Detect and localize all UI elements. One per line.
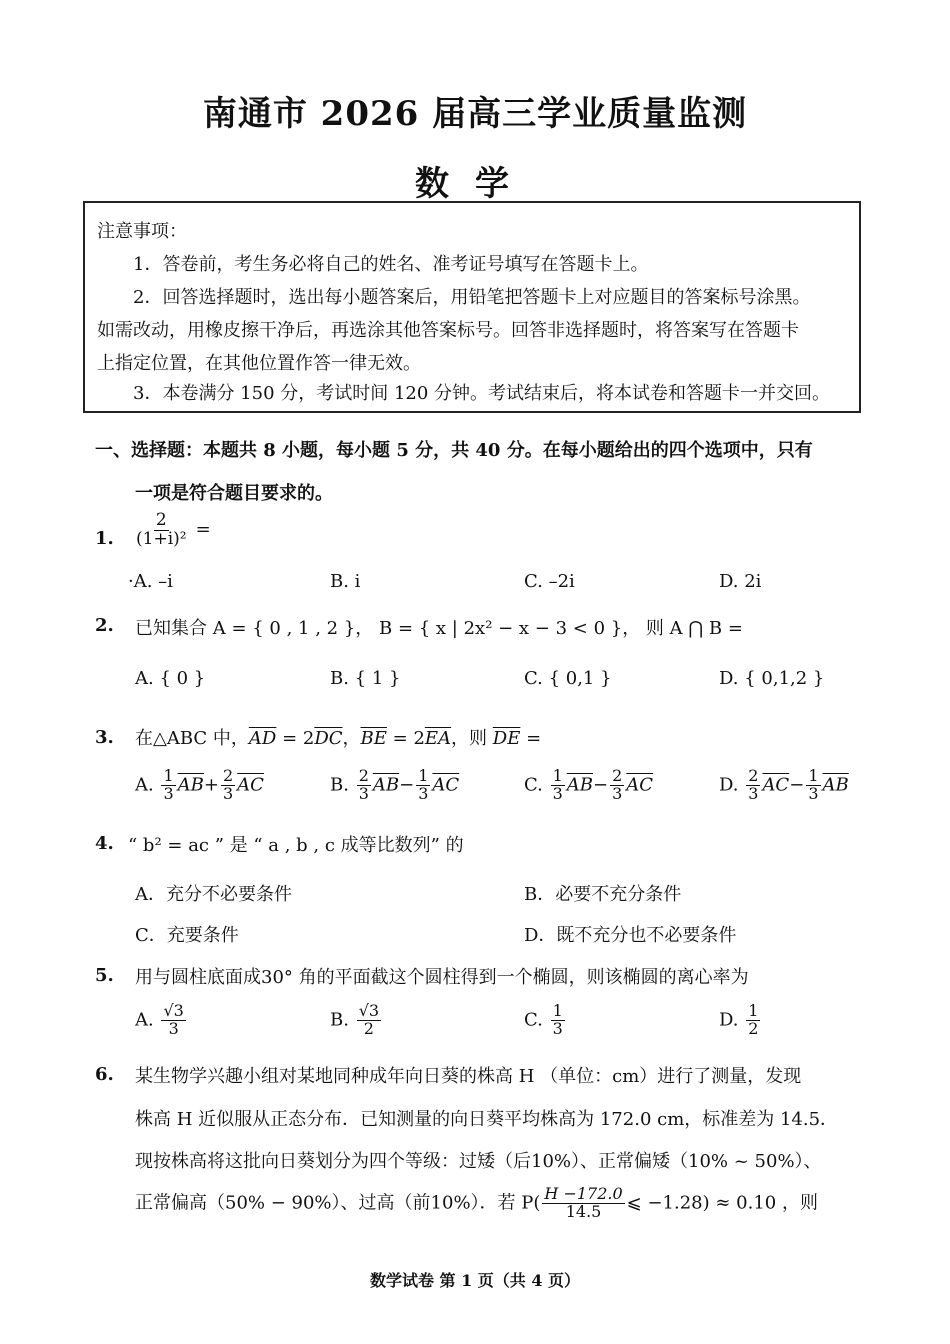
frac-num: 1 [552, 766, 563, 785]
frac-num: 1 [552, 1001, 563, 1020]
frac-num: √3 [163, 1001, 184, 1020]
q3-stem-text: ，则 [451, 728, 493, 749]
vector-label: $\overline{AC}$ [432, 774, 460, 796]
frac-num: 2 [612, 766, 623, 785]
coef-fraction [161, 768, 175, 803]
q3-stem-text: = 2 [386, 728, 425, 749]
q3-stem [135, 724, 541, 750]
frac-den: 3 [552, 783, 563, 803]
coef-fraction [357, 768, 371, 803]
operator: + [203, 774, 219, 796]
q5-stem: 用与圆柱底面成30° 角的平面截这个圆柱得到一个椭圆，则该椭圆的离心率为 [135, 967, 749, 988]
q3-stem-text: 在△ABC 中， [135, 728, 249, 749]
q4-option-a: A．充分不必要条件 [135, 884, 292, 905]
vector-label: $\overline{AB}$ [372, 774, 400, 796]
q6-line-2: 株高 H 近似服从正态分布．已知测量的向日葵平均株高为 172.0 cm，标准差为 14.5． [135, 1109, 839, 1130]
coef-fraction [746, 768, 760, 803]
q1-equals: = [195, 518, 211, 540]
vector-label: $\overline{AB}$ [822, 774, 849, 796]
notice-heading: 注意事项： [97, 221, 187, 242]
q3-stem-text: = 2 [276, 728, 315, 749]
q1-denominator: (1+i)² [136, 528, 187, 549]
q6-line-3: 现按株高将这批向日葵划分为四个等级：过矮（后10%）、正常偏矮（10% ~ 50%）、 [135, 1151, 822, 1172]
option-fraction [746, 1003, 760, 1038]
frac-num: 1 [748, 1001, 759, 1020]
q4-stem: “ b² = ac ” 是 “ a , b , c 成等比数列” 的 [128, 835, 464, 856]
frac-den: 3 [808, 783, 819, 803]
q6-fraction [542, 1186, 624, 1221]
frac-den: 3 [168, 1018, 179, 1038]
q1-numerator: 2 [155, 510, 167, 530]
q4-option-d: D．既不充分也不必要条件 [524, 925, 737, 946]
q1-fraction [134, 512, 189, 549]
notice-item-1: 1．答卷前，考生务必将自己的姓名、准考证号填写在答题卡上。 [133, 254, 649, 275]
coef-fraction [610, 768, 624, 803]
option-label: B. [330, 1009, 349, 1031]
page-footer: 数学试卷 第 1 页（共 4 页） [369, 1271, 581, 1290]
operator: − [399, 774, 415, 796]
q3-option-d [719, 768, 849, 803]
option-label: D. [719, 774, 739, 796]
vector-label: $\overline{DE}$ [492, 728, 521, 749]
question-number: 3. [95, 727, 114, 748]
question-number: 5. [95, 965, 114, 986]
frac-num: 1 [163, 766, 174, 785]
frac-den: 2 [748, 1018, 759, 1038]
section-heading: 一、选择题：本题共 8 小题，每小题 5 分，共 40 分。在每小题给出的四个选项中，只有 [95, 440, 813, 461]
q2-stem: 已知集合 A = { 0 , 1 , 2 }， B = { x | 2x² − x − 3 < 0 }， 则 A ⋂ B = [135, 618, 743, 639]
vector-label: $\overline{AC}$ [626, 774, 654, 796]
q3-stem-text: = [520, 728, 542, 749]
vector-label: $\overline{DC}$ [314, 728, 343, 749]
vector-label: $\overline{EA}$ [424, 728, 452, 749]
frac-num: 2 [222, 766, 234, 785]
frac-num: 2 [748, 766, 759, 785]
q1-expression [132, 512, 211, 549]
question-number: 4. [95, 833, 114, 854]
notice-box [83, 201, 861, 413]
coef-fraction [551, 768, 565, 803]
vector-label: $\overline{AB}$ [566, 774, 594, 796]
q6-line-4 [135, 1186, 818, 1221]
q4-option-b: B．必要不充分条件 [524, 884, 682, 905]
vector-label: $\overline{AC}$ [762, 774, 790, 796]
q5-option-c [524, 1003, 567, 1038]
option-fraction [161, 1003, 185, 1038]
option-label: C. [524, 774, 543, 796]
question-number: 1. [95, 528, 114, 549]
q1-option-a: ·A. –i [128, 571, 173, 592]
vector-label: $\overline{BE}$ [360, 728, 387, 749]
question-number: 2. [95, 615, 114, 636]
notice-item-2: 2．回答选择题时，选出每小题答案后，用铅笔把答题卡上对应题目的答案标号涂黑。 [133, 287, 811, 308]
q2-option-d: D. { 0,1,2 } [719, 668, 825, 689]
coef-fraction [806, 768, 820, 803]
frac-den: 3 [163, 783, 174, 803]
coef-fraction [416, 768, 430, 803]
frac-num: √3 [358, 1001, 380, 1020]
option-label: A. [135, 774, 154, 796]
frac-num: 1 [418, 766, 429, 785]
q2-option-a: A. { 0 } [135, 668, 206, 689]
q2-option-c: C. { 0,1 } [524, 668, 612, 689]
q1-option-b: B. i [330, 571, 361, 592]
q2-option-b: B. { 1 } [330, 668, 401, 689]
frac-den: 3 [612, 783, 623, 803]
notice-item-2-cont: 如需改动，用橡皮擦干净后，再选涂其他答案标号。回答非选择题时，将答案写在答题卡 [97, 320, 799, 341]
q6-text: 正常偏高（50% − 90%）、过高（前10%）．若 P( [135, 1192, 541, 1214]
option-label: D. [719, 1009, 739, 1031]
frac-den: 14.5 [565, 1201, 602, 1221]
q5-option-a [135, 1003, 188, 1038]
vector-label: $\overline{AD}$ [248, 728, 277, 749]
operator: − [789, 774, 805, 796]
q6-text: ⩽ −1.28) ≈ 0.10 ，则 [626, 1192, 818, 1214]
notice-item-3: 3．本卷满分 150 分，考试时间 120 分钟。考试结束后，将本试卷和答题卡一并交回。 [133, 383, 831, 404]
q4-option-c: C．充要条件 [135, 925, 239, 946]
subject-title: 数学 [415, 164, 535, 204]
exam-title: 南通市 2026 届高三学业质量监测 [202, 94, 748, 134]
section-heading-cont: 一项是符合题目要求的。 [135, 483, 333, 504]
vector-label: $\overline{AC}$ [237, 774, 264, 796]
frac-den: 3 [418, 783, 429, 803]
frac-num: 2 [358, 766, 369, 785]
q6-line-1: 某生物学兴趣小组对某地同种成年向日葵的株高 H （单位：cm）进行了测量，发现 [135, 1066, 802, 1087]
q1-option-d: D. 2i [719, 571, 762, 592]
frac-den: 2 [363, 1018, 374, 1038]
frac-num: 1 [808, 766, 819, 785]
coef-fraction [221, 768, 235, 803]
q3-option-a [135, 768, 264, 803]
option-label: B. [330, 774, 349, 796]
option-fraction [357, 1003, 381, 1038]
operator: − [593, 774, 609, 796]
q5-option-b [330, 1003, 383, 1038]
q3-option-c [524, 768, 653, 803]
option-label: C. [524, 1009, 543, 1031]
q3-stem-text: ， [342, 728, 361, 749]
option-fraction [551, 1003, 565, 1038]
frac-den: 3 [748, 783, 759, 803]
question-number: 6. [95, 1064, 114, 1085]
option-label: A. [135, 1009, 154, 1031]
q1-option-c: C. –2i [524, 571, 575, 592]
frac-num: H −172.0 [544, 1184, 623, 1203]
frac-den: 3 [222, 783, 234, 803]
notice-item-2-cont2: 上指定位置，在其他位置作答一律无效。 [97, 353, 421, 374]
q5-option-d [719, 1003, 762, 1038]
vector-label: $\overline{AB}$ [177, 774, 204, 796]
q3-option-b [330, 768, 459, 803]
frac-den: 3 [552, 1018, 563, 1038]
frac-den: 3 [358, 783, 369, 803]
